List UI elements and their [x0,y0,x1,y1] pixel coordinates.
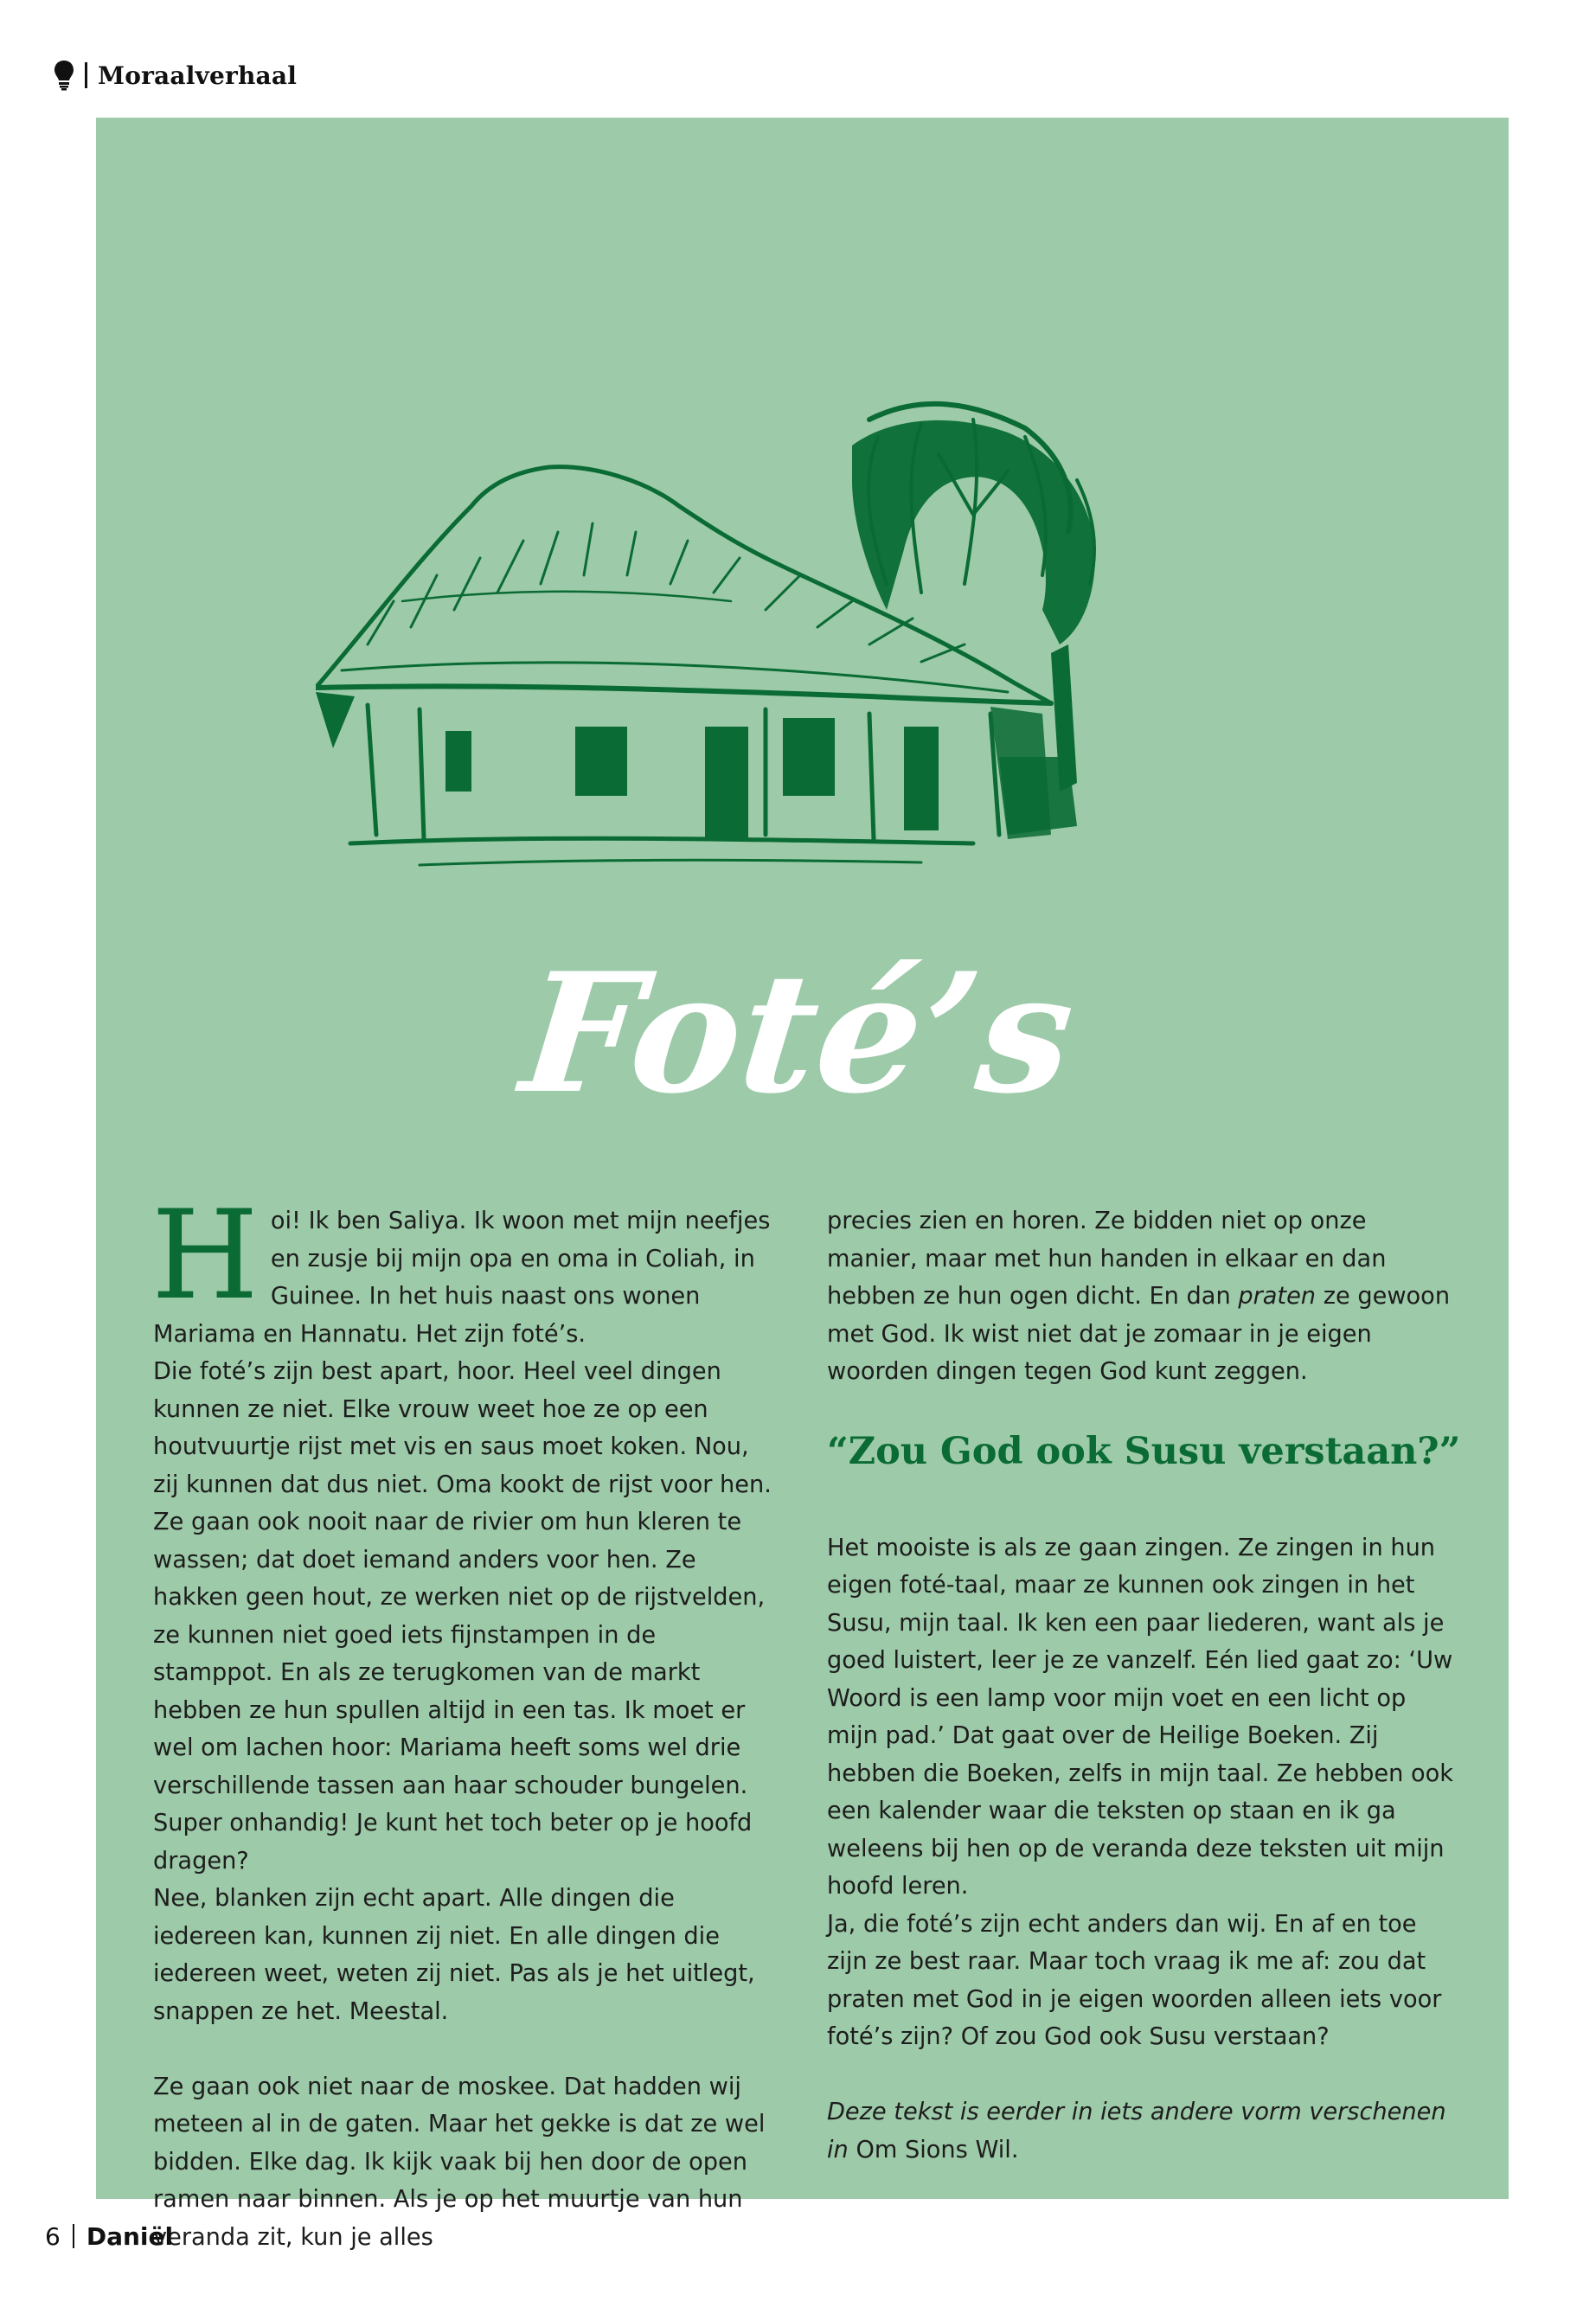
source-name: Om Sions Wil. [848,2136,1019,2163]
emphasis-word: praten [1238,1283,1317,1310]
paragraph: Ze gaan ook niet naar de moskee. Dat hadden wij meteen al in de gaten. Maar het gekke is dat ze wel bidden. Elke dag. Ik kijk vaak bij hen door de open ramen naar binnen. Als je op het muurtje van hun veranda zit, kun je alles [153,2073,766,2251]
magazine-name: Daniël [86,2221,174,2251]
page-number: 6 [45,2221,61,2251]
paragraph-continued: precies zien en horen. Ze bidden niet op onze manier, maar met hun handen in elkaar en dan hebben ze hun ogen dicht. En dan praten ze gewoon met God. Ik wist niet dat je zomaar in je eigen woorden dingen tegen God kunt zeggen. [827,1208,1451,1385]
hut-illustration [316,385,1233,874]
paragraph: Het mooiste is als ze gaan zingen. Ze zingen in hun eigen foté-taal, maar ze kunnen ook zingen in het Susu, mijn taal. Ik ken een paar liederen, want als je goed luistert, leer je ze vanzelf. Eén lied gaat zo: ‘Uw Woord is een lamp voor mijn voet en een licht op mijn pad.’ Dat gaat over de Heilige Boeken. Zij hebben die Boeken, zelfs in mijn taal. Ze hebben ook een kalender waar die teksten op staan en ik ga weleens bij hen op de veranda deze teksten uit mijn hoofd leren. [827,1534,1453,1900]
paragraph: Nee, blanken zijn echt apart. Alle dingen die iedereen kan, kunnen zij niet. En alle dingen die iedereen weet, weten zij niet. Pas als je het uitlegt, snappen ze het. Meestal. [153,1885,755,2025]
paragraph: Ja, die foté’s zijn echt anders dan wij. En af en toe zijn ze best raar. Maar toch vraag ik me af: zou dat praten met God in je eigen woorden alleen iets voor foté’s zijn? Of zou God ook Susu verstaan? [827,1910,1442,2050]
footer-divider [73,2224,74,2248]
article-column-left [151,1184,776,2256]
page-footer [45,2219,173,2253]
article-title: Foté’s [514,937,1082,1130]
drop-cap: H [151,1184,259,1327]
pull-quote: “Zou God ook Susu verstaan?” [827,1429,1461,1473]
lightbulb-icon [54,60,74,91]
section-label: Moraalverhaal [98,61,298,90]
header-divider [85,62,87,88]
article-column-right [827,1202,1463,2169]
paragraph: Die foté’s zijn best apart, hoor. Heel veel dingen kunnen ze niet. Elke vrouw weet hoe ze op een houtvuurtje rijst met vis en saus moet koken. Nou, zij kunnen dat dus niet. Oma kookt de rijst voor hen. Ze gaan ook nooit naar de rivier om hun kleren te wassen; dat doet iemand anders voor hen. Ze hakken geen hout, ze werken niet op de rijstvelden, ze kunnen niet goed iets fijnstampen in de stamppot. En als ze terugkomen van de markt hebben ze hun spullen altijd in een tas. Ik moet er wel om lachen hoor: Mariama heeft soms wel drie verschillende tassen aan haar schouder bungelen. Super onhandig! Je kunt het toch beter op je hoofd dragen? [153,1358,772,1875]
page-header [54,57,297,93]
source-note: Deze tekst is eerder in iets andere vorm verschenen in Om Sions Wil. [827,2099,1446,2163]
paragraph-intro: oi! Ik ben Saliya. Ik woon met mijn neefjes en zusje bij mijn opa en oma in Coliah, in Guinee. In het huis naast ons wonen Mariama en Hannatu. Het zijn foté’s. [153,1208,771,1348]
